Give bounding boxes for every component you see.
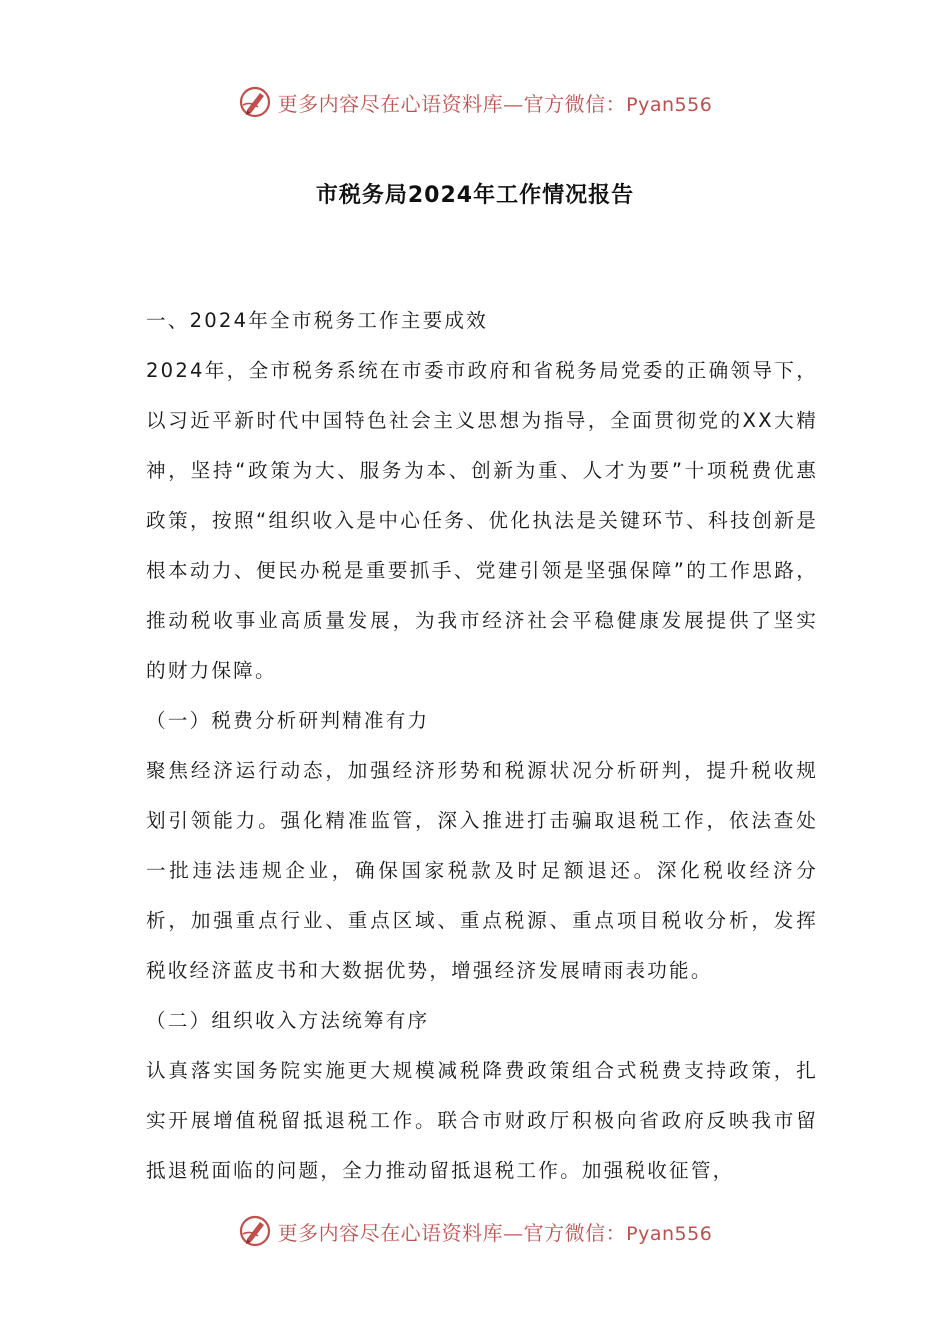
watermark-label: 更多内容尽在心语资料库—官方微信： <box>277 1220 627 1245</box>
pen-logo-icon <box>238 85 272 119</box>
watermark-label: 更多内容尽在心语资料库—官方微信： <box>277 91 627 116</box>
subsection-heading-2: （二）组织收入方法统筹有序 <box>146 1009 430 1032</box>
watermark-text <box>278 88 713 117</box>
subsection-paragraph-1: 聚焦经济运行动态，加强经济形势和税源状况分析研判，提升税收规划引领能力。强化精准监管，深入推进打击骗取退税工作，依法查处一批违法违规企业，确保国家税款及时足额退还。深化税收经济分析，加强重点行业、重点区域、重点税源、重点项目税收分析，发挥税收经济蓝皮书和大数据优势，增强经济发展晴雨表功能。 <box>146 759 818 982</box>
section-heading: 一、2024年全市税务工作主要成效 <box>146 309 488 332</box>
section-paragraph: 2024年，全市税务系统在市委市政府和省税务局党委的正确领导下，以习近平新时代中国特色社会主义思想为指导，全面贯彻党的XX大精神，坚持“政策为大、服务为本、创新为重、人才为要”十项税费优惠政策，按照“组织收入是中心任务、优化执法是关键环节、科技创新是根本动力、便民办税是重要抓手、党建引领是坚强保障”的工作思路，推动税收事业高质量发展，为我市经济社会平稳健康发展提供了坚实的财力保障。 <box>146 359 818 682</box>
watermark-footer <box>0 1211 950 1251</box>
subsection-paragraph-2: 认真落实国务院实施更大规模减税降费政策组合式税费支持政策，扎实开展增值税留抵退税工作。联合市财政厅积极向省政府反映我市留抵退税面临的问题，全力推动留抵退税工作。加强税收征管， <box>146 1059 818 1182</box>
watermark-inner <box>238 1214 713 1248</box>
page-title: 市税务局2024年工作情况报告 <box>315 183 635 208</box>
watermark-text <box>278 1217 713 1246</box>
watermark-header <box>0 82 950 122</box>
watermark-id: Pyan556 <box>626 1222 713 1245</box>
watermark-inner <box>238 85 713 119</box>
pen-logo-icon <box>238 1214 272 1248</box>
subsection-heading-1: （一）税费分析研判精准有力 <box>146 709 430 732</box>
watermark-id: Pyan556 <box>626 93 713 116</box>
document-body <box>146 296 818 1196</box>
